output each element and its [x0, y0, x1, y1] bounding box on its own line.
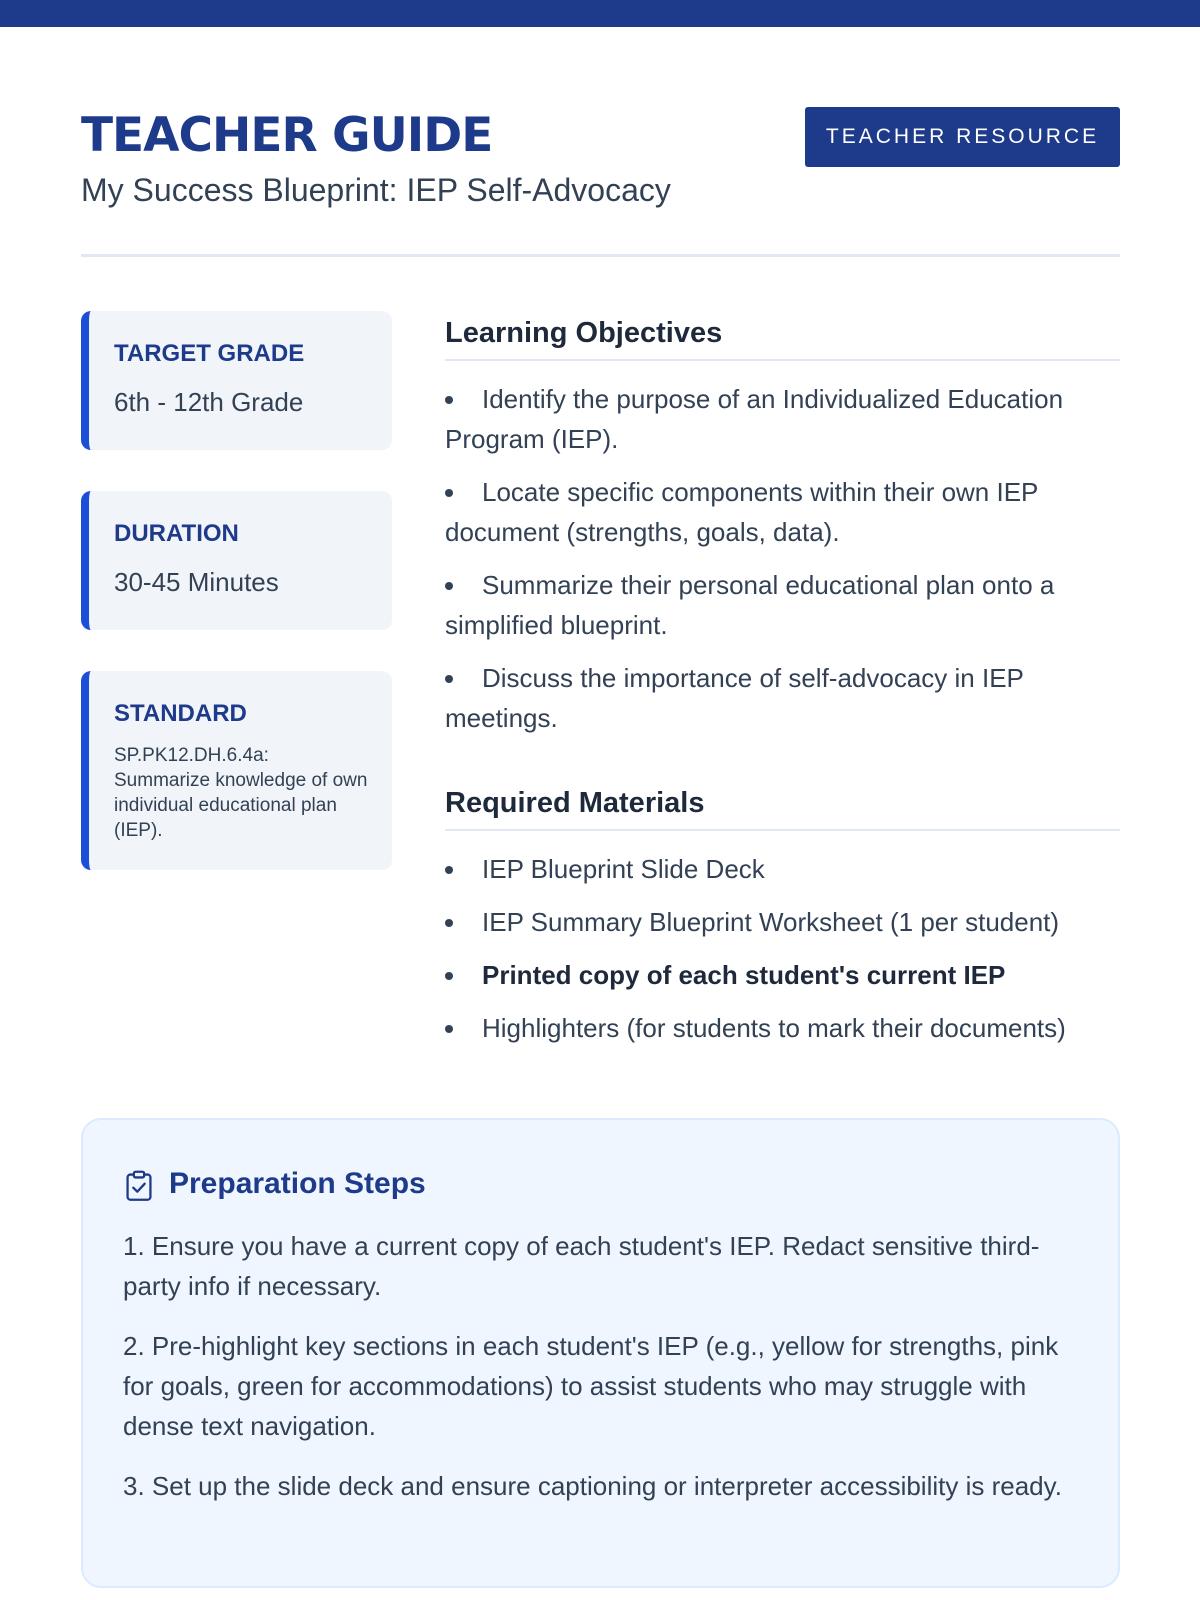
clipboard-check-icon [125, 1170, 153, 1202]
target-grade-card [81, 311, 392, 450]
learning-objectives-heading: Learning Objectives [445, 315, 1120, 361]
standard-label: STANDARD [114, 700, 247, 727]
required-materials-heading: Required Materials [445, 785, 1120, 831]
preparation-step: 2. Pre-highlight key sections in each student's IEP (e.g., yellow for strengths, pink for goals, green for accommodations) to assist students who may struggle with dense text navigation. [123, 1331, 1059, 1441]
preparation-steps-panel [81, 1118, 1120, 1588]
top-accent-bar [0, 0, 1200, 27]
required-materials-list [445, 849, 1120, 1061]
preparation-steps-title: Preparation Steps [169, 1167, 426, 1200]
duration-label: DURATION [114, 520, 239, 547]
standard-text: SP.PK12.DH.6.4a: Summarize knowledge of own individual educational plan (IEP). [114, 745, 368, 841]
list-item: Printed copy of each student's current IEP [445, 955, 1120, 995]
list-item: IEP Blueprint Slide Deck [445, 849, 1120, 889]
list-item: Locate specific components within their own IEP document (strengths, goals, data). [445, 472, 1120, 552]
list-item: Identify the purpose of an Individualized Education Program (IEP). [445, 379, 1120, 459]
target-grade-value: 6th - 12th Grade [114, 387, 304, 417]
target-grade-label: TARGET GRADE [114, 340, 305, 367]
page-header [81, 100, 1120, 257]
preparation-step: 1. Ensure you have a current copy of each student's IEP. Redact sensitive third-party info if necessary. [123, 1231, 1040, 1301]
page-subtitle: My Success Blueprint: IEP Self-Advocacy [81, 172, 671, 208]
list-item: Discuss the importance of self-advocacy in IEP meetings. [445, 658, 1120, 738]
preparation-step: 3. Set up the slide deck and ensure captioning or interpreter accessibility is ready. [123, 1471, 1062, 1501]
standard-card [81, 671, 392, 870]
teacher-resource-badge: TEACHER RESOURCE [805, 107, 1120, 167]
learning-objectives-list [445, 379, 1120, 751]
list-item: Summarize their personal educational plan onto a simplified blueprint. [445, 565, 1120, 645]
preparation-steps-list [123, 1226, 1078, 1526]
list-item: Highlighters (for students to mark their documents) [445, 1008, 1120, 1048]
list-item: IEP Summary Blueprint Worksheet (1 per student) [445, 902, 1120, 942]
page-title: TEACHER GUIDE [81, 108, 493, 163]
duration-value: 30-45 Minutes [114, 567, 279, 597]
duration-card [81, 491, 392, 630]
